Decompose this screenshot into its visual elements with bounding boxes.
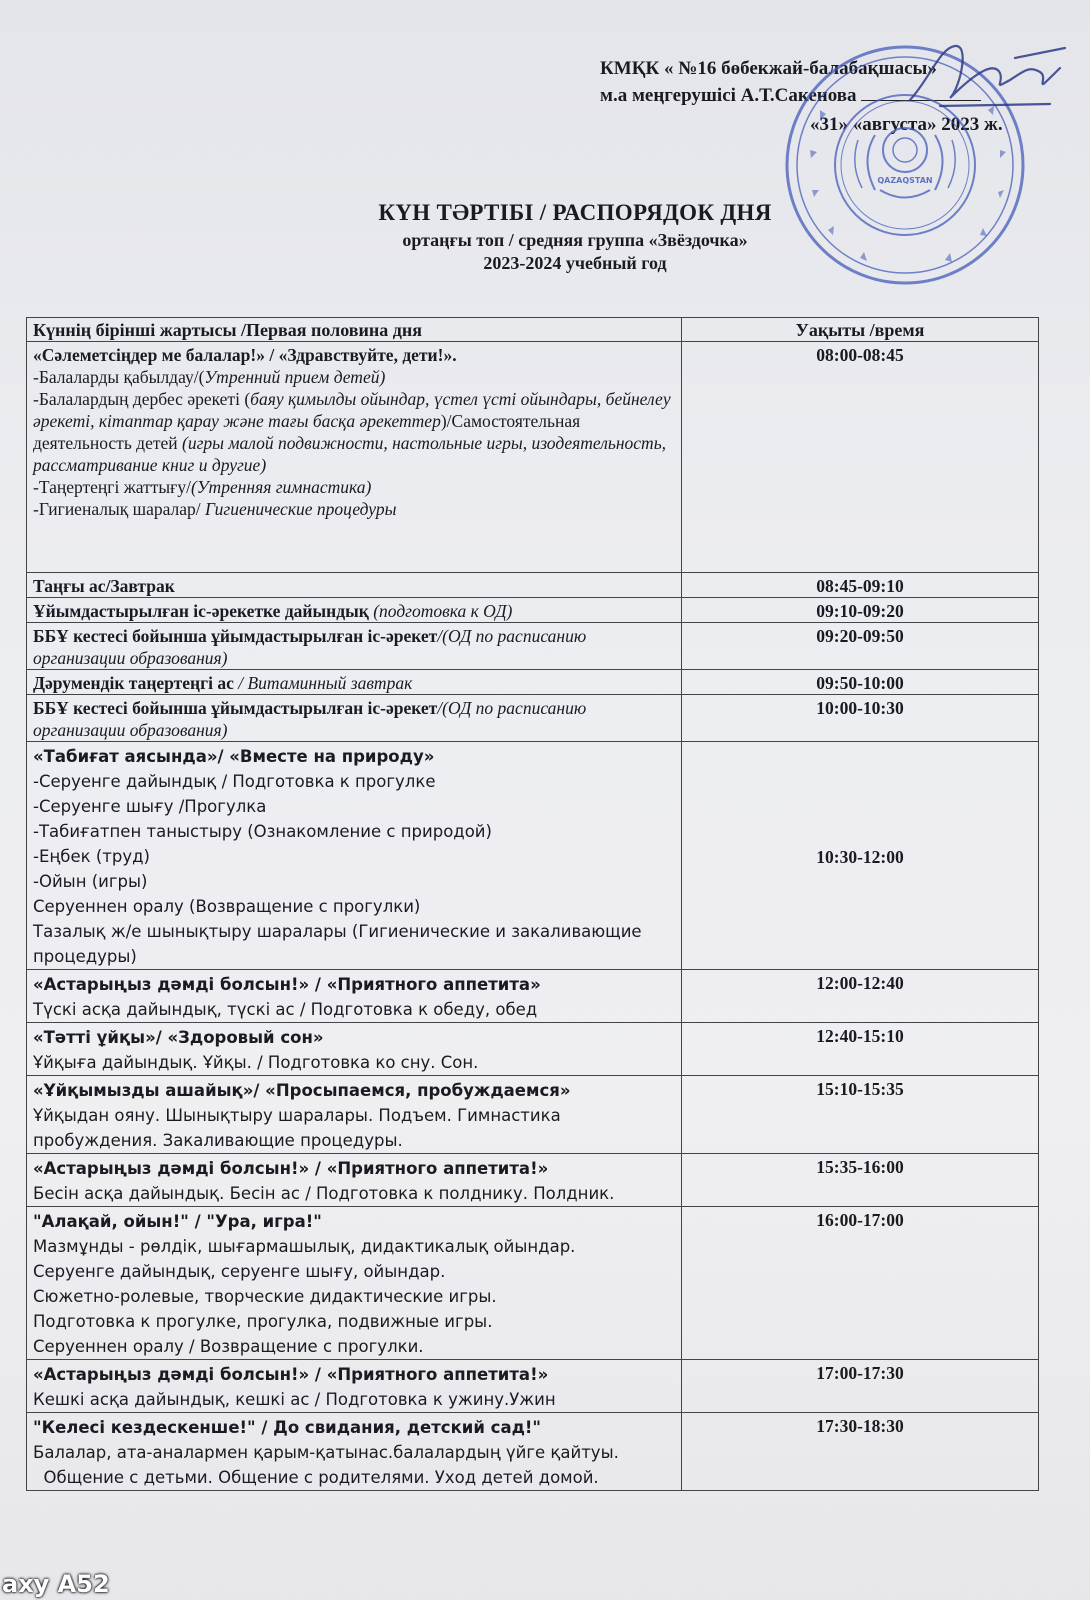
activity-cell bbox=[27, 695, 682, 742]
activity-heading: "Алақай, ойын!" / "Ура, игра!" bbox=[33, 1212, 322, 1231]
activity-cell bbox=[27, 970, 682, 1023]
activity-heading: «Табиғат аясында»/ «Вместе на природу» bbox=[33, 747, 435, 766]
activity-text: Түскі асқа дайындық, түскі ас / Подготовка к обеду, обед bbox=[33, 1000, 538, 1019]
table-row bbox=[27, 970, 1039, 1023]
header-activity: Күннің бірінші жартысы /Первая половина дня bbox=[27, 318, 682, 342]
table-row bbox=[27, 573, 1039, 598]
time-cell: 08:00-08:45 bbox=[682, 342, 1039, 573]
time-cell: 12:40-15:10 bbox=[682, 1023, 1039, 1076]
document-title: КҮН ТӘРТІБІ / РАСПОРЯДОК ДНЯ bbox=[378, 200, 772, 225]
activity-cell bbox=[27, 1207, 682, 1360]
activity-note: /(ОД по расписанию организации образования) bbox=[33, 626, 587, 668]
approval-head-text: м.а меңгерушісі А.Т.Сакенова bbox=[600, 85, 857, 106]
activity-heading: «Астарыңыз дәмді болсын!» / «Приятного аппетита!» bbox=[33, 1159, 549, 1178]
camera-watermark: axy A52 bbox=[2, 1570, 110, 1598]
activity-note: /(ОД по расписанию организации образования) bbox=[33, 698, 587, 740]
table-row bbox=[27, 1154, 1039, 1207]
school-year: 2023-2024 учебный год bbox=[483, 253, 667, 273]
activity-cell bbox=[27, 598, 682, 623]
activity-cell bbox=[27, 342, 682, 573]
activity-cell bbox=[27, 1154, 682, 1207]
activity-heading: ББҰ кестесі бойынша ұйымдастырылған іс-әрекет bbox=[33, 698, 438, 718]
activity-cell bbox=[27, 1023, 682, 1076]
activity-heading: «Сәлеметсіңдер ме балалар!» / «Здравствуйте, дети!». bbox=[33, 345, 457, 365]
table-row bbox=[27, 623, 1039, 670]
activity-line: Общение с детьми. Общение с родителями. Уход детей домой. bbox=[33, 1468, 599, 1487]
time-cell: 09:20-09:50 bbox=[682, 623, 1039, 670]
activity-line: -Ойын (игры) bbox=[33, 872, 148, 891]
header-time: Уақыты /время bbox=[682, 318, 1039, 342]
activity-cell bbox=[27, 1076, 682, 1154]
activity-line: -Гигиеналық шаралар/ Гигиенические процедуры bbox=[33, 499, 397, 519]
activity-line: -Табиғатпен таныстыру (Ознакомление с природой) bbox=[33, 822, 492, 841]
activity-heading: «Тәтті ұйқы»/ «Здоровый сон» bbox=[33, 1028, 324, 1047]
activity-heading: «Астарыңыз дәмді болсын!» / «Приятного аппетита!» bbox=[33, 1365, 549, 1384]
time-cell: 09:50-10:00 bbox=[682, 670, 1039, 695]
activity-line: -Балаларды қабылдау/(Утренний прием детей) bbox=[33, 367, 386, 387]
activity-line: -Серуенге шығу /Прогулка bbox=[33, 797, 267, 816]
table-row bbox=[27, 695, 1039, 742]
time-cell: 15:10-15:35 bbox=[682, 1076, 1039, 1154]
activity-text: Ұйқыға дайындық. Ұйқы. / Подготовка ко сну. Сон. bbox=[33, 1053, 479, 1072]
activity-line: Серуенге дайындық, серуенге шығу, ойындар. bbox=[33, 1262, 446, 1281]
group-name: ортаңғы топ / средняя группа «Звёздочка» bbox=[402, 230, 748, 250]
activity-heading: «Ұйқымызды ашайық»/ «Просыпаемся, пробуждаемся» bbox=[33, 1081, 571, 1100]
activity-heading: Таңғы ас/Завтрак bbox=[33, 576, 175, 596]
activity-text: Бесін асқа дайындық. Бесін ас / Подготовка к полднику. Полдник. bbox=[33, 1184, 615, 1203]
activity-line: -Серуенге дайындық / Подготовка к прогулке bbox=[33, 772, 436, 791]
activity-heading: ББҰ кестесі бойынша ұйымдастырылған іс-әрекет bbox=[33, 626, 438, 646]
handwritten-signature bbox=[900, 28, 1070, 123]
activity-line: Серуеннен оралу (Возвращение с прогулки) bbox=[33, 897, 421, 916]
activity-line: Подготовка к прогулке, прогулка, подвижные игры. bbox=[33, 1312, 493, 1331]
activity-line: -Балалардың дербес әрекеті (баяу қимылды ойындар, үстел үсті ойындары, бейнелеу әрекеті, кітаптар қарау және тағы басқа әрекеттер)/Самостоятельная деятельность детей (игры малой подвижности, настольные игры, изодеятельность, рассматривание книг и другие) bbox=[33, 389, 671, 475]
activity-line: Балалар, ата-аналармен қарым-қатынас.балалардың үйге қайтуы. bbox=[33, 1443, 619, 1462]
activity-text: Ұйқыдан ояну. Шынықтыру шаралары. Подъем. Гимнастика пробуждения. Закаливающие процедуры. bbox=[33, 1106, 561, 1150]
time-cell: 15:35-16:00 bbox=[682, 1154, 1039, 1207]
activity-heading: «Астарыңыз дәмді болсын!» / «Приятного аппетита» bbox=[33, 975, 541, 994]
table-row bbox=[27, 742, 1039, 970]
approval-org: КМҚК « №16 бөбекжай-балабақшасы» bbox=[600, 58, 937, 79]
time-cell: 08:45-09:10 bbox=[682, 573, 1039, 598]
activity-cell bbox=[27, 573, 682, 598]
approval-date: «31» «августа» 2023 ж. bbox=[810, 114, 1003, 135]
activity-text: Кешкі асқа дайындық, кешкі ас / Подготовка к ужину.Ужин bbox=[33, 1390, 556, 1409]
activity-heading: Ұйымдастырылған іс-әрекетке дайындық bbox=[33, 601, 374, 621]
table-row bbox=[27, 1413, 1039, 1491]
activity-line: -Таңертеңгі жаттығу/(Утренняя гимнастика) bbox=[33, 477, 372, 497]
time-cell: 09:10-09:20 bbox=[682, 598, 1039, 623]
time-cell: 17:30-18:30 bbox=[682, 1413, 1039, 1491]
activity-cell bbox=[27, 623, 682, 670]
activity-line: Мазмұнды - рөлдік, шығармашылық, дидактикалық ойындар. bbox=[33, 1237, 576, 1256]
time-cell: 16:00-17:00 bbox=[682, 1207, 1039, 1360]
activity-cell bbox=[27, 1413, 682, 1491]
activity-cell bbox=[27, 742, 682, 970]
table-row bbox=[27, 342, 1039, 573]
activity-note: / Витаминный завтрак bbox=[233, 673, 413, 693]
schedule-table bbox=[26, 317, 1039, 1491]
document-title-block bbox=[0, 200, 1090, 274]
table-row bbox=[27, 670, 1039, 695]
table-row bbox=[27, 1207, 1039, 1360]
activity-line: -Еңбек (труд) bbox=[33, 847, 150, 866]
table-row bbox=[27, 598, 1039, 623]
seal-emblem-text: QAZAQSTAN bbox=[877, 176, 933, 185]
activity-line: Серуеннен оралу / Возвращение с прогулки. bbox=[33, 1337, 424, 1356]
activity-line: Сюжетно-ролевые, творческие дидактические игры. bbox=[33, 1287, 497, 1306]
table-row bbox=[27, 1076, 1039, 1154]
time-cell: 17:00-17:30 bbox=[682, 1360, 1039, 1413]
activity-cell bbox=[27, 1360, 682, 1413]
table-row bbox=[27, 1360, 1039, 1413]
table-row bbox=[27, 1023, 1039, 1076]
activity-note: (подготовка к ОД) bbox=[373, 601, 513, 621]
table-header-row bbox=[27, 318, 1039, 342]
time-cell: 10:00-10:30 bbox=[682, 695, 1039, 742]
activity-heading: "Келесі кездескенше!" / До свидания, детский сад!" bbox=[33, 1418, 542, 1437]
time-cell: 10:30-12:00 bbox=[682, 742, 1039, 970]
activity-heading: Дәрумендік таңертеңгі ас bbox=[33, 673, 234, 693]
activity-line: Тазалық ж/е шынықтыру шаралары (Гигиенические и закаливающие процедуры) bbox=[33, 922, 642, 966]
activity-cell bbox=[27, 670, 682, 695]
time-cell: 12:00-12:40 bbox=[682, 970, 1039, 1023]
